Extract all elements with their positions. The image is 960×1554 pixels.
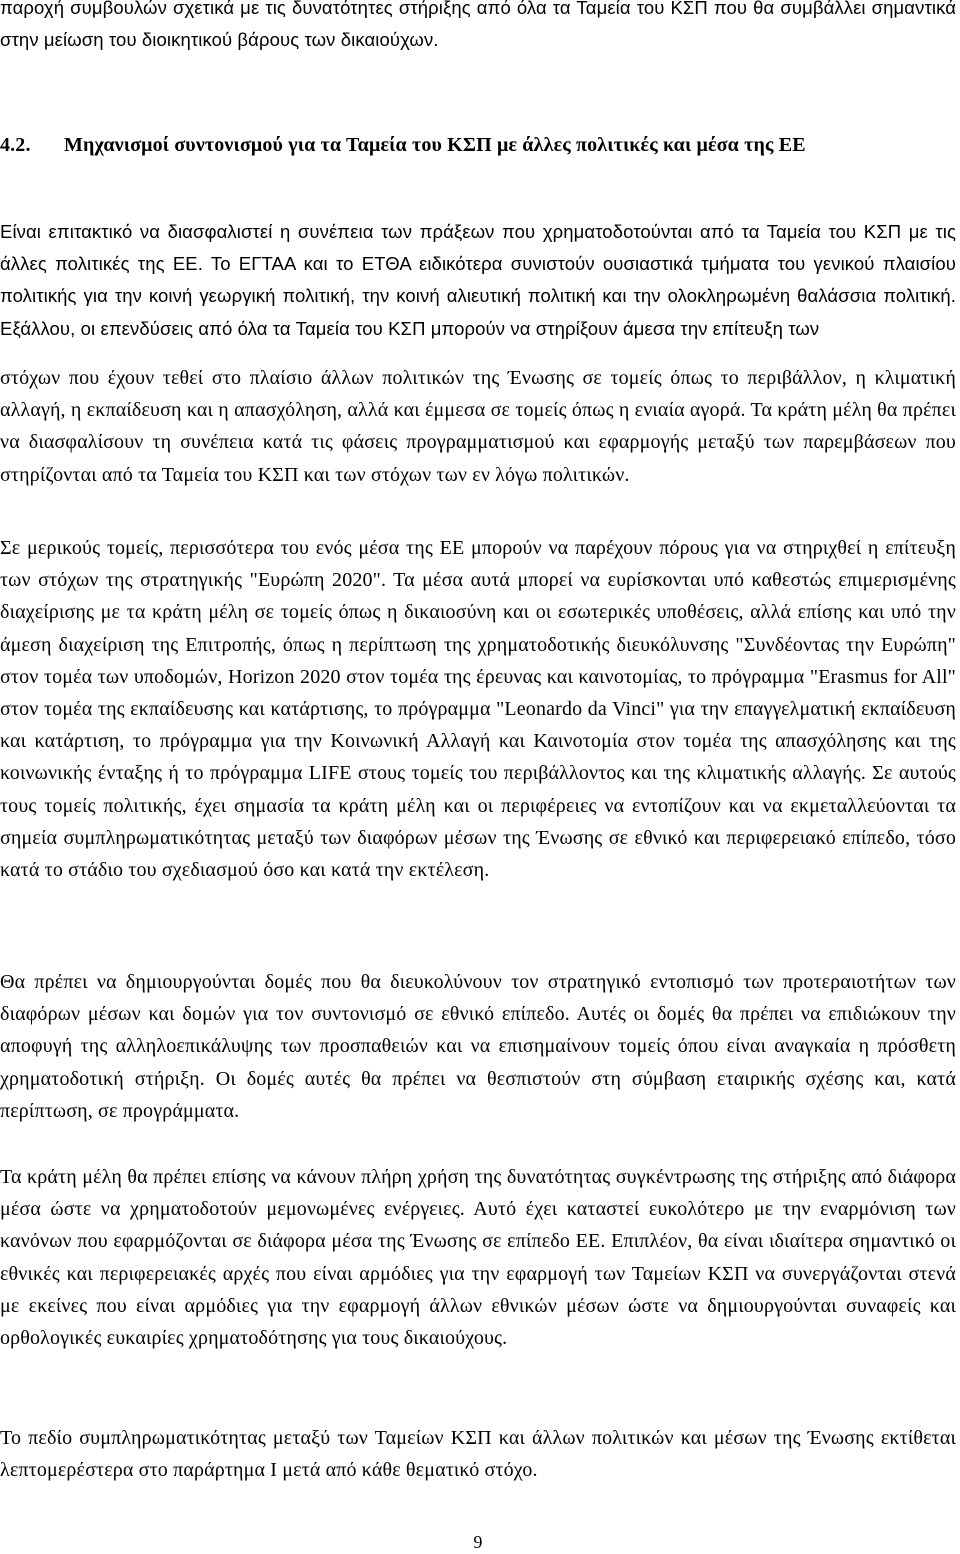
- paragraph-combined-support: Τα κράτη μέλη θα πρέπει επίσης να κάνουν πλήρη χρήση της δυνατότητας συγκέντρωσης της στήριξης από διάφορα μέσα ώστε να χρηματοδοτούν μεμονωμένες ενέργειες. Αυτό έχει καταστεί ευκολότερο με την εναρμόνιση των κανόνων που εφαρμόζονται σε διάφορα μέσα της Ένωσης σε επίπεδο ΕΕ. Επιπλέον, θα είναι ιδιαίτερα σημαντικό οι εθνικές και περιφερειακές αρχές που είναι αρμόδιες για την εφαρμογή των Ταμείων ΚΣΠ να συνεργάζονται στενά με εκείνες που είναι αρμόδιες για την εφαρμογή άλλων εθνικών μέσων ώστε να δημιουργούνται συναφείς και ορθολογικές ευκαιρίες χρηματοδότησης για τους δικαιούχους.: [0, 1166, 956, 1350]
- paragraph-annex-reference: Το πεδίο συμπληρωματικότητας μεταξύ των Ταμείων ΚΣΠ και άλλων πολιτικών και μέσων της Ένωσης εκτίθεται λεπτομερέστερα στο παράρτημα Ι μετά από κάθε θεματικό στόχο.: [0, 1427, 956, 1482]
- paragraph-coordination-structures: Θα πρέπει να δημιουργούνται δομές που θα διευκολύνουν τον στρατηγικό εντοπισμό των προτεραιοτήτων των διαφόρων μέσων και δομών για τον συντονισμό σε εθνικό επίπεδο. Αυτές οι δομές θα πρέπει να επιδιώκουν την αποφυγή της αλληλοεπικάλυψης των προσπαθειών και να επισημαίνουν τομείς όπου είναι αναγκαία η πρόσθετη χρηματοδοτική στήριξη. Οι δομές αυτές θα πρέπει να θεσπιστούν στη σύμβαση εταιρικής σχέσης και, κατά περίπτωση, σε προγράμματα.: [0, 971, 956, 1122]
- paragraph-coherence-a: Είναι επιτακτικό να διασφαλιστεί η συνέπεια των πράξεων που χρηματοδοτούνται από τα Ταμεία του ΚΣΠ με τις άλλες πολιτικές της ΕΕ. Το ΕΓΤΑΑ και το ΕΤΘΑ ειδικότερα συνιστούν ουσιαστικά τμήματα του γενικού πλαισίου πολιτικής για την κοινή γεωργική πολιτική, την κοινή αλιευτική πολιτική και την ολοκληρωμένη θαλάσσια πολιτική. Εξάλλου, οι επενδύσεις από όλα τα Ταμεία του ΚΣΠ μπορούν να στηρίξουν άμεσα την επίτευξη των: [0, 221, 956, 339]
- intro-paragraph: παροχή συμβουλών σχετικά με τις δυνατότητες στήριξης από όλα τα Ταμεία του ΚΣΠ που θα συμβάλλει σημαντικά στην μείωση του διοικητικού βάρους των δικαιούχων.: [0, 0, 956, 51]
- page-number: 9: [473, 1532, 483, 1552]
- section-number: 4.2.: [0, 134, 31, 156]
- paragraph-coherence-b: στόχων που έχουν τεθεί στο πλαίσιο άλλων πολιτικών της Ένωσης σε τομείς όπως το περιβάλλον, η κλιματική αλλαγή, η εκπαίδευση και η απασχόληση, αλλά και έμμεσα σε τομείς όπως η ενιαία αγορά. Τα κράτη μέλη θα πρέπει να διασφαλίσουν τη συνέπεια κατά τις φάσεις προγραμματισμού και εφαρμογής μεταξύ των παρεμβάσεων που στηρίζονται από τα Ταμεία του ΚΣΠ και των στόχων των εν λόγω πολιτικών.: [0, 367, 956, 486]
- section-heading: [0, 129, 956, 162]
- section-title: Μηχανισμοί συντονισμού για τα Ταμεία του ΚΣΠ με άλλες πολιτικές και μέσα της ΕΕ: [64, 134, 806, 156]
- paragraph-other-instruments: Σε μερικούς τομείς, περισσότερα του ενός μέσα της ΕΕ μπορούν να παρέχουν πόρους για να στηριχθεί η επίτευξη των στόχων της στρατηγικής "Ευρώπη 2020". Τα μέσα αυτά μπορεί να ευρίσκονται υπό καθεστώς επιμερισμένης διαχείρισης με τα κράτη μέλη σε τομείς όπως η δικαιοσύνη και οι εσωτερικές υποθέσεις, αλλά επίσης και υπό την άμεση διαχείριση της Επιτροπής, όπως η περίπτωση της χρηματοδοτικής διευκόλυνσης "Συνδέοντας την Ευρώπη" στον τομέα των υποδομών, Horizon 2020 στον τομέα της έρευνας και καινοτομίας, το πρόγραμμα "Erasmus for All" στον τομέα της εκπαίδευσης και κατάρτισης, το πρόγραμμα "Leonardo da Vinci" για την επαγγελματική εκπαίδευση και κατάρτιση, το πρόγραμμα για την Κοινωνική Αλλαγή και Καινοτομία στον τομέα της απασχόλησης και της κοινωνικής ένταξης ή το πρόγραμμα LIFE στους τομείς του περιβάλλοντος και της κλιματικής αλλαγής. Σε αυτούς τους τομείς πολιτικής, έχει σημασία τα κράτη μέλη και οι περιφέρειες να εντοπίζουν και να εκμεταλλεύονται τα σημεία συμπληρωματικότητας μεταξύ των διαφόρων μέσων της Ένωσης σε εθνικό και περιφερειακό επίπεδο, τόσο κατά το στάδιο του σχεδιασμού όσο και κατά την εκτέλεση.: [0, 537, 956, 882]
